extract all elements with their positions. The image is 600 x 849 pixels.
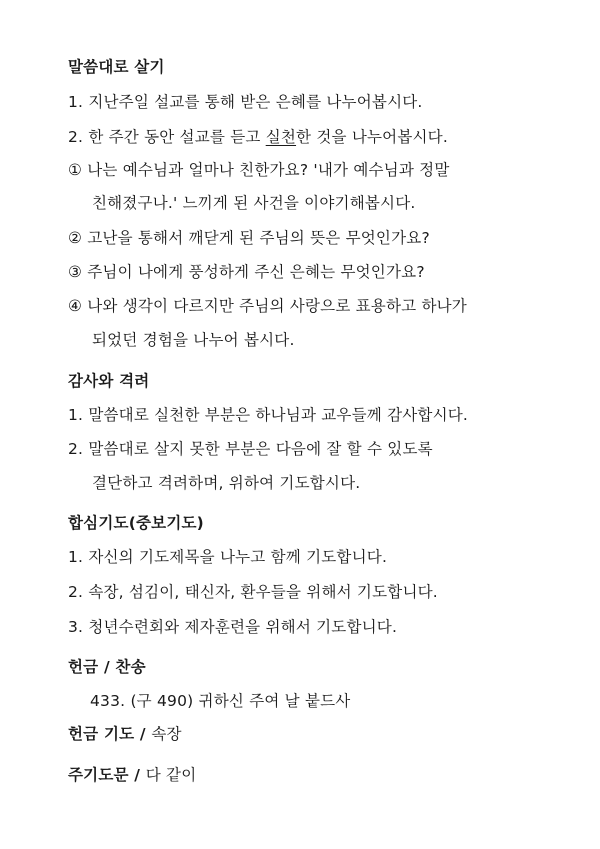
list-item: [68, 127, 448, 147]
section-heading-group-prayer: 합심기도(중보기도): [68, 514, 204, 532]
section-heading-thanks-encourage: 감사와 격려: [68, 372, 150, 390]
question-item-continuation: 되었던 경험을 나누어 봅시다.: [92, 331, 295, 349]
list-item: 1. 지난주일 설교를 통해 받은 은혜를 나누어봅시다.: [68, 93, 423, 111]
list-item: 1. 말씀대로 실천한 부분은 하나님과 교우들께 감사합시다.: [68, 406, 469, 424]
list-item: 2. 속장, 섬김이, 태신자, 환우들을 위해서 기도합니다.: [68, 583, 438, 601]
list-item: 2. 말씀대로 살지 못한 부분은 다음에 잘 할 수 있도록: [68, 440, 433, 458]
question-item: ④ 나와 생각이 다르지만 주님의 사랑으로 표용하고 하나가: [68, 297, 467, 315]
section-heading-offering-hymn: 헌금 / 찬송: [68, 658, 146, 676]
question-item: ③ 주님이 나에게 풍성하게 주신 은혜는 무엇인가요?: [68, 263, 425, 281]
offering-prayer-leader: 속장: [151, 725, 182, 743]
lords-prayer-line: [68, 765, 196, 785]
offering-prayer-line: [68, 724, 182, 744]
question-item: ① 나는 예수님과 얼마나 친한가요? '내가 예수님과 정말: [68, 161, 450, 179]
section-heading-live-by-word: 말씀대로 살기: [68, 58, 165, 76]
question-item: ② 고난을 통해서 깨닫게 된 주님의 뜻은 무엇인가요?: [68, 229, 430, 247]
list-item: 1. 자신의 기도제목을 나누고 함께 기도합니다.: [68, 548, 388, 566]
lords-prayer-participants: 다 같이: [145, 766, 197, 784]
question-item-continuation: 친해졌구나.' 느끼게 된 사건을 이야기해봅시다.: [92, 194, 416, 212]
list-item-text: 한 것을 나누어봅시다.: [296, 128, 448, 146]
list-item: 3. 청년수련회와 제자훈련을 위해서 기도합니다.: [68, 618, 398, 636]
section-heading-lords-prayer: 주기도문 /: [68, 766, 146, 784]
hymn-line: 433. (구 490) 귀하신 주여 날 붙드사: [90, 692, 351, 710]
list-item-text: 2. 한 주간 동안 설교를 듣고: [68, 128, 266, 146]
underlined-word: 실천: [265, 128, 297, 146]
section-heading-offering-prayer: 헌금 기도 /: [68, 725, 152, 743]
list-item-continuation: 결단하고 격려하며, 위하여 기도합시다.: [92, 474, 361, 492]
